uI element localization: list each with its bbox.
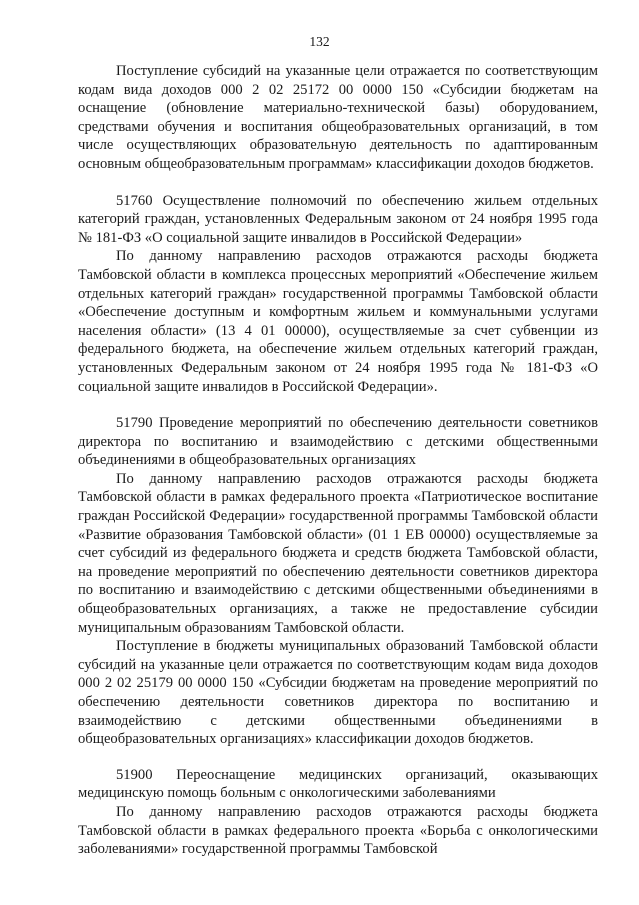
paragraph-51790-description: По данному направлению расходов отражаются расходы бюджета Тамбовской области в рамках федерального проекта «Патриотическое воспитание граждан Российской Федерации» государственной программы Тамбовской области «Развитие образования Тамбовской области» (01 1 ЕВ 00000) осуществляемые за счет субсидий из федерального бюджета и средств бюджета Тамбовской области, на проведение мероприятий по обеспечению деятельности советников директора по воспитанию и взаимодействию с детскими общественными объединениями в общеобразовательных организациях, а также не предоставление субсидии муниципальным образованиям Тамбовской области. xyxy=(78,470,598,636)
document-body xyxy=(78,62,598,859)
paragraph-subsidy-receipt-25179: Поступление в бюджеты муниципальных образований Тамбовской области субсидий на указанные цели отражается по соответствующим кодам вида доходов 000 2 02 25179 00 0000 150 «Субсидии бюджетам на проведение мероприятий по обеспечению деятельности советников директора по воспитанию и взаимодействию с детскими общественными объединениями в общеобразовательных организациях» классификации доходов бюджетов. xyxy=(78,638,598,748)
section-heading-51900: 51900 Переоснащение медицинских организаций, оказывающих медицинскую помощь больным с онкологическими заболеваниями xyxy=(78,766,598,802)
paragraph-51760-description: По данному направлению расходов отражаются расходы бюджета Тамбовской области в комплекса процессных мероприятий «Обеспечение жильем отдельных категорий граждан» государственной программы Тамбовской области «Обеспечение доступным и комфортным жильем и коммунальными услугами населения области» (13 4 01 00000), осуществляемые за счет субвенции из федерального бюджета, на обеспечение жильем отдельных категорий граждан, установленных Федеральным законом от 24 ноября 1995 года № 181-ФЗ «О социальной защите инвалидов в Российской Федерации». xyxy=(78,248,598,395)
section-heading-51760: 51760 Осуществление полномочий по обеспечению жильем отдельных категорий граждан, установленных Федеральным законом от 24 ноября 1995 года № 181-ФЗ «О социальной защите инвалидов в Российской Федерации» xyxy=(78,192,598,246)
page-number: 132 xyxy=(309,34,330,49)
paragraph-subsidy-receipt-25172: Поступление субсидий на указанные цели отражается по соответствующим кодам вида доходов 000 2 02 25172 00 0000 150 «Субсидии бюджетам на оснащение (обновление материально-технической базы) оборудованием, средствами обучения и воспитания общеобразовательных организаций, в том числе осуществляющих образовательную деятельность по адаптированным основным общеобразовательным программам» классификации доходов бюджетов. xyxy=(78,63,598,172)
section-heading-51790: 51790 Проведение мероприятий по обеспечению деятельности советников директора по воспитанию и взаимодействию с детскими общественными объединениями в общеобразовательных организациях xyxy=(78,415,598,469)
paragraph-51900-description: По данному направлению расходов отражаются расходы бюджета Тамбовской области в рамках федерального проекта «Борьба с онкологическими заболеваниями» государственной программы Тамбовской xyxy=(78,803,598,858)
